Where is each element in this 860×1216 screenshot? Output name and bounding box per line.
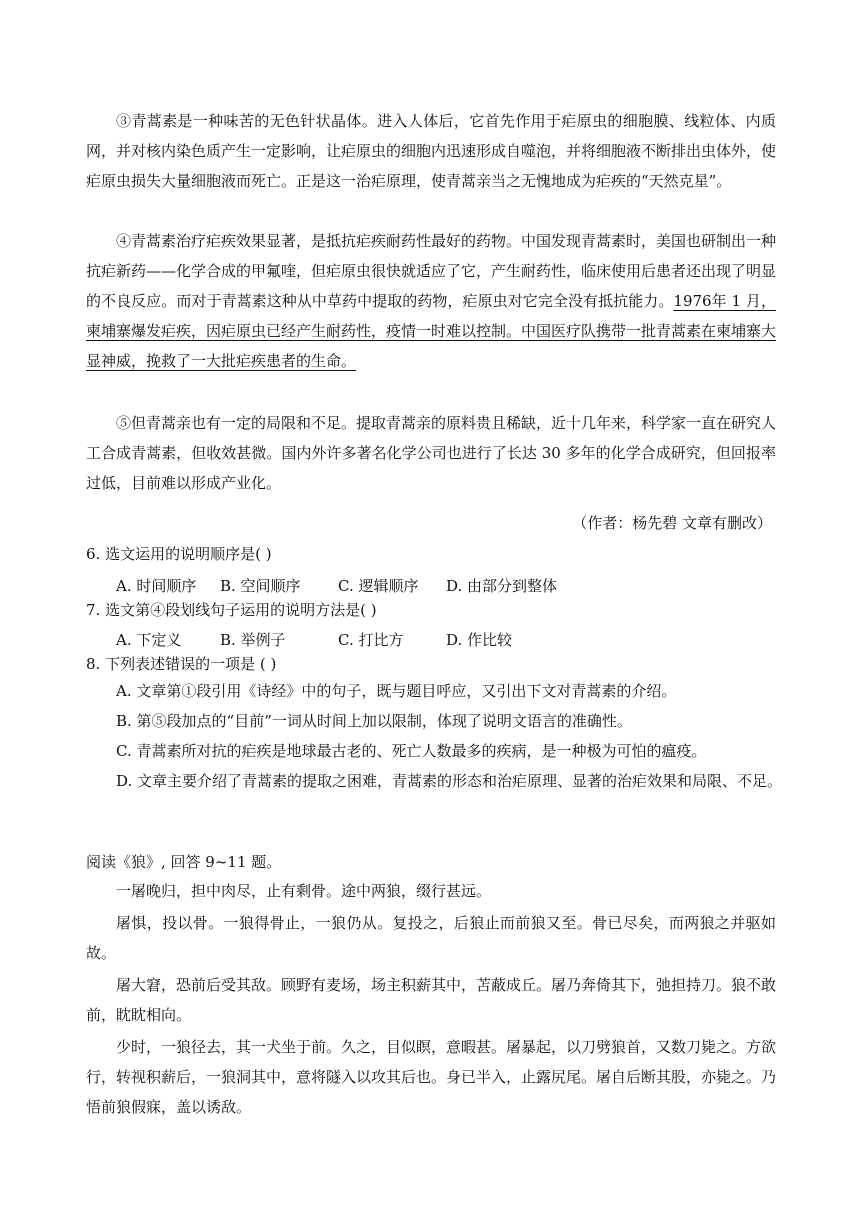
question-7-stem: 7. 选文第④段划线句子运用的说明方法是( ) (86, 601, 377, 619)
q6-option-c: C. 逻辑顺序 (338, 577, 419, 595)
q8-option-c: C. 青蒿素所对抗的疟疾是地球最古老的、死亡人数最多的疾病，是一种极为可怕的瘟疫。 (116, 742, 707, 760)
underlined-sentence: 1976年 1 月，柬埔寨爆发疟疾，因疟原虫已经产生耐药性，疫情一时难以控制。中国医疗队携带一批青蒿素在柬埔寨大显神威，挽救了一大批疟疾患者的生命。 (86, 292, 777, 370)
wolf-paragraph-2: 屠惧，投以骨。一狼得骨止，一狼仍从。复投之，后狼止而前狼又至。骨已尽矣，而两狼之并驱如故。 (86, 914, 776, 962)
q8-option-a: A. 文章第①段引用《诗经》中的句子，既与题目呼应，又引出下文对青蒿素的介绍。 (116, 682, 677, 700)
wolf-paragraph-1: 一屠晚归，担中肉尽，止有剩骨。途中两狼，缀行甚远。 (116, 882, 492, 900)
q7-option-b: B. 举例子 (220, 631, 286, 649)
paragraph-4-text: ④青蒿素治疗疟疾效果显著，是抵抗疟疾耐药性最好的药物。中国发现青蒿素时，美国也研制出一种抗疟新药——化学合成的甲氟喹，但疟原虫很快就适应了它，产生耐药性，临床使用后患者还出现了明显的不良反应。而对于青蒿素这种从中草药中提取的药物，疟原虫对它完全没有抵抗能力。 (86, 232, 777, 310)
q8-option-b: B. 第⑤段加点的“目前”一词从时间上加以限制，体现了说明文语言的准确性。 (116, 712, 632, 730)
paragraph-4 (86, 226, 776, 376)
question-6-stem: 6. 选文运用的说明顺序是( ) (86, 545, 272, 563)
q6-option-b: B. 空间顺序 (220, 577, 301, 595)
q7-option-c: C. 打比方 (338, 631, 404, 649)
q8-option-d: D. 文章主要介绍了青蒿素的提取之困难，青蒿素的形态和治疟原理、显著的治疟效果和局限、不足。 (116, 772, 783, 790)
wolf-paragraph-4: 少时，一狼径去，其一犬坐于前。久之，目似瞑，意暇甚。屠暴起，以刀劈狼首，又数刀毙之。方欲行，转视积薪后，一狼洞其中，意将隧入以攻其后也。身已半入，止露尻尾。屠自后断其股，亦毙之。乃悟前狼假寐，盖以诱敌。 (86, 1038, 777, 1116)
wolf-paragraph-3: 屠大窘，恐前后受其敌。顾野有麦场，场主积薪其中，苫蔽成丘。屠乃奔倚其下，弛担持刀。狼不敢前，眈眈相向。 (86, 976, 777, 1024)
q6-option-d: D. 由部分到整体 (446, 577, 558, 595)
q7-option-d: D. 作比较 (446, 631, 513, 649)
author-note: （作者：杨先碧 文章有删改） (572, 514, 772, 532)
q7-option-a: A. 下定义 (116, 631, 182, 649)
reading-lead: 阅读《狼》, 回答 9~11 题。 (86, 853, 282, 871)
question-8-stem: 8. 下列表述错误的一项是 ( ) (86, 655, 277, 673)
paragraph-5: ⑤但青蒿亲也有一定的局限和不足。提取青蒿亲的原料贵且稀缺，近十几年来，科学家一直在研究人工合成青蒿素，但收效甚微。国内外许多著名化学公司也进行了长达 30 多年的化学合成研究，但回报率过低，目前难以形成产业化。 (86, 414, 777, 492)
paragraph-3: ③青蒿素是一种味苦的无色针状晶体。进入人体后，它首先作用于疟原虫的细胞膜、线粒体、内质网，并对核内染色质产生一定影响，让疟原虫的细胞内迅速形成自噬泡，并将细胞液不断排出虫体外，使疟原虫损失大量细胞液而死亡。正是这一治疟原理，使青蒿亲当之无愧地成为疟疾的“天然克星”。 (86, 112, 777, 190)
q6-option-a: A. 时间顺序 (116, 577, 197, 595)
